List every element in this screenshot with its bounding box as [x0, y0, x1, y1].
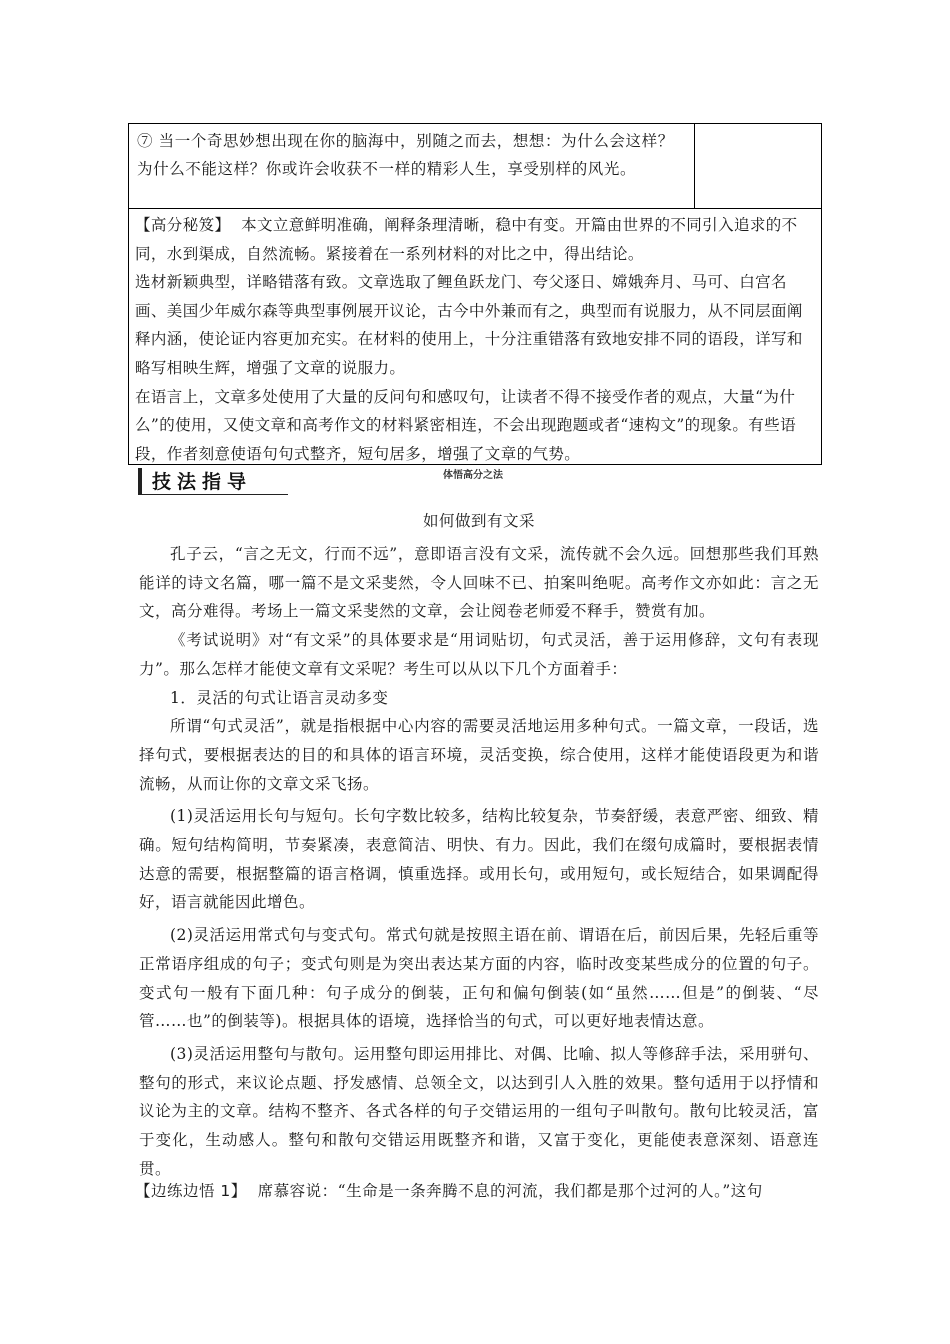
tips-tag: 【高分秘笈】 — [135, 216, 231, 234]
tips-paragraph-2: 选材新颖典型，详略错落有致。文章选取了鲤鱼跃龙门、夸父逐日、嫦娥奔月、马可、白宫名画、美国少年威尔森等典型事例展开议论，古今中外兼而有之，典型而有说服力，从不同层面阐释内涵，使论证内容更加充实。在材料的使用上，十分注重错落有致地安排不同的语段，详写和略写相映生辉，增强了文章的说服力。 — [135, 273, 803, 377]
section-subtitle: 体悟高分之法 — [443, 470, 503, 481]
practice-text: 席慕容说：“生命是一条奔腾不息的河流，我们都是那个过河的人。”这句 — [257, 1182, 763, 1200]
article-paragraph: (2)灵活运用常式句与变式句。常式句就是按照主语在前、谓语在后，前因后果，先轻后重等正常语序组成的句子；变式句则是为突出表达某方面的内容，临时改变某些成分的位置的句子。变式句一般有下面几种：句子成分的倒装，正句和偏句倒装(如“虽然……但是”的倒装、“尽管……也”的倒装等)。根据具体的语境，选择恰当的句式，可以更好地表情达意。 — [139, 926, 819, 1031]
article-paragraph: 所谓“句式灵活”，就是指根据中心内容的需要灵活地运用多种句式。一篇文章，一段话，选择句式，要根据表达的目的和具体的语言环境，灵活变换，综合使用，这样才能使语段更为和谐流畅，从而让你的文章文采飞扬。 — [139, 717, 819, 793]
tips-text-1: 本文立意鲜明准确，阐释条理清晰，稳中有变。开篇由世界的不同引入追求的不同，水到渠成，自然流畅。紧接着在一系列材料的对比之中，得出结论。 — [135, 216, 798, 263]
article-paragraph: (1)灵活运用长句与短句。长句字数比较多，结构比较复杂，节奏舒缓，表意严密、细致、精确。短句结构简明，节奏紧凑，表意简洁、明快、有力。因此，我们在缀句成篇时，要根据表情达意的需要，根据整篇的语言格调，慎重选择。或用长句，或用短句，或长短结合，如果调配得好，语言就能因此增色。 — [139, 807, 819, 912]
essay-table — [128, 123, 822, 465]
tips-paragraph-1 — [135, 211, 813, 268]
tips-box — [129, 209, 821, 464]
article-paragraph: 《考试说明》对“有文采”的具体要求是“用词贴切，句式灵活，善于运用修辞，文句有表现力”。那么怎样才能使文章有文采呢？考生可以从以下几个方面着手： — [139, 631, 819, 678]
practice-line — [135, 1177, 819, 1205]
essay-row — [129, 124, 821, 209]
empty-cell — [695, 124, 821, 208]
section-header — [138, 466, 828, 494]
article-title: 如何做到有文采 — [422, 512, 535, 530]
practice-tag: 【边练边悟 1】 — [135, 1182, 247, 1200]
essay-paragraph-7: ⑦ 当一个奇思妙想出现在你的脑海中，别随之而去，想想：为什么会这样？为什么不能这样？你或许会收获不一样的精彩人生，享受别样的风光。 — [129, 124, 695, 208]
article-subheading: 1．灵活的句式让语言灵动多变 — [170, 688, 389, 707]
article — [139, 508, 819, 1183]
section-title: 技法指导 — [152, 471, 253, 493]
section-bar — [138, 468, 142, 494]
tips-paragraph-3: 在语言上，文章多处使用了大量的反问句和感叹句，让读者不得不接受作者的观点，大量“为什么”的使用，又使文章和高考作文的材料紧密相连，不会出现跑题或者“速构文”的现象。有些语段，作者刻意使语句句式整齐，短句居多，增强了文章的气势。 — [135, 387, 796, 463]
article-paragraph: 孔子云，“言之无文，行而不远”，意即语言没有文采，流传就不会久远。回想那些我们耳熟能详的诗文名篇，哪一篇不是文采斐然，令人回味不已、拍案叫绝呢。高考作文亦如此：言之无文，高分难得。考场上一篇文采斐然的文章，会让阅卷老师爱不释手，赞赏有加。 — [139, 545, 819, 621]
section-rule — [138, 494, 288, 495]
article-paragraph: (3)灵活运用整句与散句。运用整句即运用排比、对偶、比喻、拟人等修辞手法，采用骈句、整句的形式，来议论点题、抒发感情、总领全文，以达到引人入胜的效果。整句适用于以抒情和议论为主的文章。结构不整齐、各式各样的句子交错运用的一组句子叫散句。散句比较灵活，富于变化，生动感人。整句和散句交错运用既整齐和谐，又富于变化，更能使表意深刻、语意连贯。 — [139, 1044, 819, 1178]
